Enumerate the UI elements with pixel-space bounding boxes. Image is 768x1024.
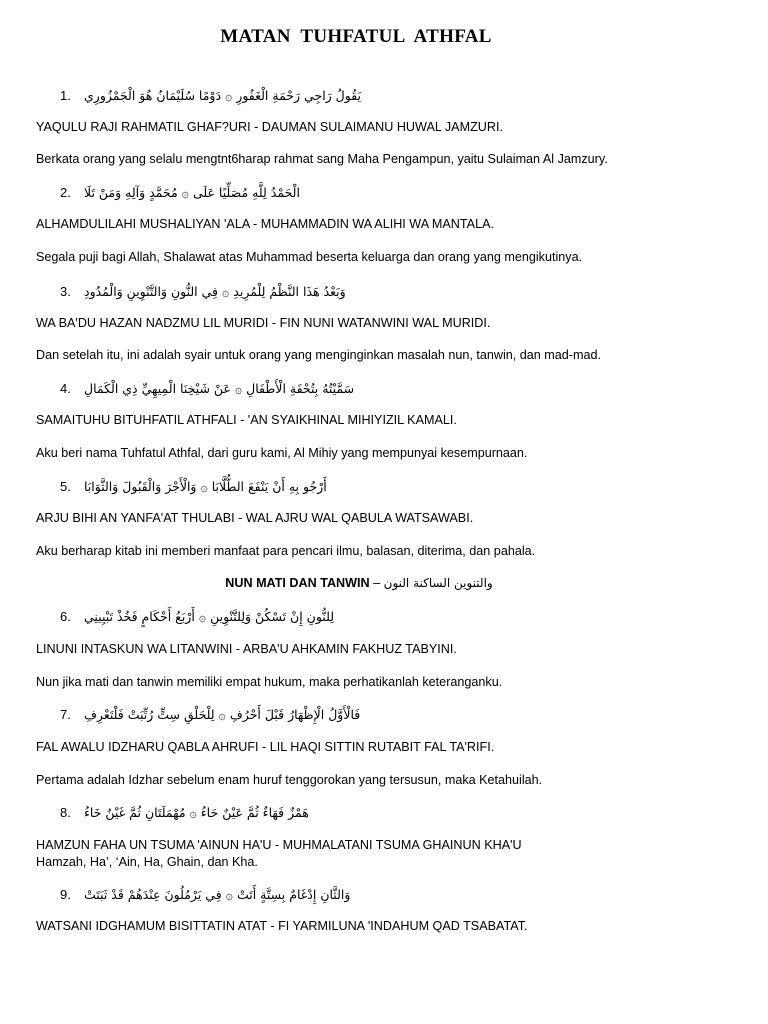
verse-3-transliteration: WA BA'DU HAZAN NADZMU LIL MURIDI - FIN NUNI WATANWINI WAL MURIDI. (36, 316, 491, 330)
verse-8-transliteration: HAMZUN FAHA UN TSUMA 'AINUN HA'U - MUHMALATANI TSUMA GHAINUN KHA'U (36, 838, 522, 852)
verse-5-transliteration: ARJU BIHI AN YANFA'AT THULABI - WAL AJRU WAL QABULA WATSAWABI. (36, 511, 474, 525)
verse-number: 4. (60, 380, 71, 396)
section-heading-arabic: والتنوين الساكنة النون (383, 576, 493, 590)
arabic-verse: سَمَّيْتُهُ بِتُحْفَةِ الْأَطْفَالِ ۞ عَنْ شَيْخِنَا الْمِيهِيِّ ذِي الْكَمَالِ (84, 380, 355, 396)
document-title: MATAN TUHFATUL ATHFAL (220, 26, 492, 47)
verse-1-translation: Berkata orang yang selalu mengtnt6harap rahmat sang Maha Pengampun, yaitu Sulaiman Al Jamzury. (36, 152, 608, 166)
verse-number: 6. (60, 608, 71, 624)
arabic-verse: وَبَعْدُ هَذَا النَّظْمُ لِلْمُرِيدِ ۞ فِي النُّونِ وَالتَّنْوِينِ وَالْمُدُودِ (84, 283, 346, 299)
verse-number: 3. (60, 283, 71, 299)
verse-7-arabic-row (60, 703, 360, 725)
verse-8-translation: Hamzah, Ha’, ‘Ain, Ha, Ghain, dan Kha. (36, 855, 258, 869)
section-heading-latin: NUN MATI DAN TANWIN (225, 576, 370, 590)
verse-4-translation: Aku beri nama Tuhfatul Athfal, dari guru kami, Al Mihiy yang mempunyai kesempurnaan. (36, 446, 528, 460)
verse-6-arabic-row (60, 605, 334, 627)
verse-5-arabic-row (60, 475, 327, 497)
verse-8-arabic-row (60, 801, 309, 823)
verse-2-transliteration: ALHAMDULILAHI MUSHALIYAN 'ALA - MUHAMMADIN WA ALIHI WA MANTALA. (36, 217, 494, 231)
verse-6-transliteration: LINUNI INTASKUN WA LITANWINI - ARBA'U AHKAMIN FAKHUZ TABYINI. (36, 642, 457, 656)
verse-1-transliteration: YAQULU RAJI RAHMATIL GHAF?URI - DAUMAN SULAIMANU HUWAL JAMZURI. (36, 120, 503, 134)
section-heading-dash: – (369, 576, 384, 590)
arabic-verse: لِلنُّونِ إِنْ تَسْكُنْ وَلِلتَّنْوِينِ ۞ أَرْبَعُ أَحْكَامٍ فَخُذْ تَبْيِينِي (84, 608, 335, 624)
verse-7-translation: Pertama adalah Idzhar sebelum enam huruf tenggorokan yang tersusun, maka Ketahuilah. (36, 773, 543, 787)
section-heading (0, 576, 718, 590)
arabic-verse: فَالْأَوَّلُ الْإِظْهَارُ قَبْلَ أَحْرُفِ ۞ لِلْحَلْقِ سِتٍّ رُتِّبَتْ فَلْتَعْرِفِ (84, 706, 361, 722)
verse-2-translation: Segala puji bagi Allah, Shalawat atas Muhammad beserta keluarga dan orang yang mengikutinya. (36, 250, 583, 264)
verse-3-arabic-row (60, 280, 346, 302)
verse-number: 1. (60, 87, 71, 103)
arabic-verse: وَالثَّانِ إِدْغَامٌ بِسِتَّةٍ أَتَتْ ۞ فِي يَرْمُلُونَ عِنْدَهُمْ قَدْ ثَبَتَتْ (84, 886, 351, 902)
verse-9-transliteration: WATSANI IDGHAMUM BISITTATIN ATAT - FI YARMILUNA 'INDAHUM QAD TSABATAT. (36, 919, 528, 933)
verse-number: 7. (60, 706, 71, 722)
verse-2-arabic-row (60, 181, 300, 203)
verse-number: 8. (60, 804, 71, 820)
arabic-verse: هَمْزٌ فَهَاءٌ ثُمَّ عَيْنٌ حَاءُ ۞ مُهْمَلَتَانِ ثُمَّ غَيْنٌ خَاءُ (84, 804, 309, 820)
verse-1-arabic-row (60, 84, 361, 106)
verse-number: 2. (60, 184, 71, 200)
verse-4-transliteration: SAMAITUHU BITUHFATIL ATHFALI - 'AN SYAIKHINAL MIHIYIZIL KAMALI. (36, 413, 457, 427)
verse-5-translation: Aku berharap kitab ini memberi manfaat para pencari ilmu, balasan, diterima, dan pahala. (36, 544, 536, 558)
arabic-verse: يَقُولُ رَاجِي رَحْمَةِ الْغَفُورِ ۞ دَوْمًا سُلَيْمَانُ هُوَ الْجَمْزُورِي (84, 87, 362, 103)
verse-3-translation: Dan setelah itu, ini adalah syair untuk orang yang menginginkan masalah nun, tanwin, dan mad-mad. (36, 348, 601, 362)
arabic-verse: أَرْجُو بِهِ أَنْ يَنْفَعَ الطُّلَّابَا ۞ وَالْأَجْرَ وَالْقَبُولَ وَالثَّوَابَا (84, 478, 327, 494)
verse-number: 5. (60, 478, 71, 494)
verse-7-transliteration: FAL AWALU IDZHARU QABLA AHRUFI - LIL HAQI SITTIN RUTABIT FAL TA'RIFI. (36, 740, 495, 754)
verse-4-arabic-row (60, 377, 354, 399)
verse-number: 9. (60, 886, 71, 902)
verse-6-translation: Nun jika mati dan tanwin memiliki empat hukum, maka perhatikanlah keteranganku. (36, 675, 503, 689)
arabic-verse: الْحَمْدُ لِلَّهِ مُصَلِّيًا عَلَى ۞ مُحَمَّدٍ وَآلِهِ وَمَنْ تَلَا (84, 184, 300, 200)
verse-9-arabic-row (60, 883, 350, 905)
